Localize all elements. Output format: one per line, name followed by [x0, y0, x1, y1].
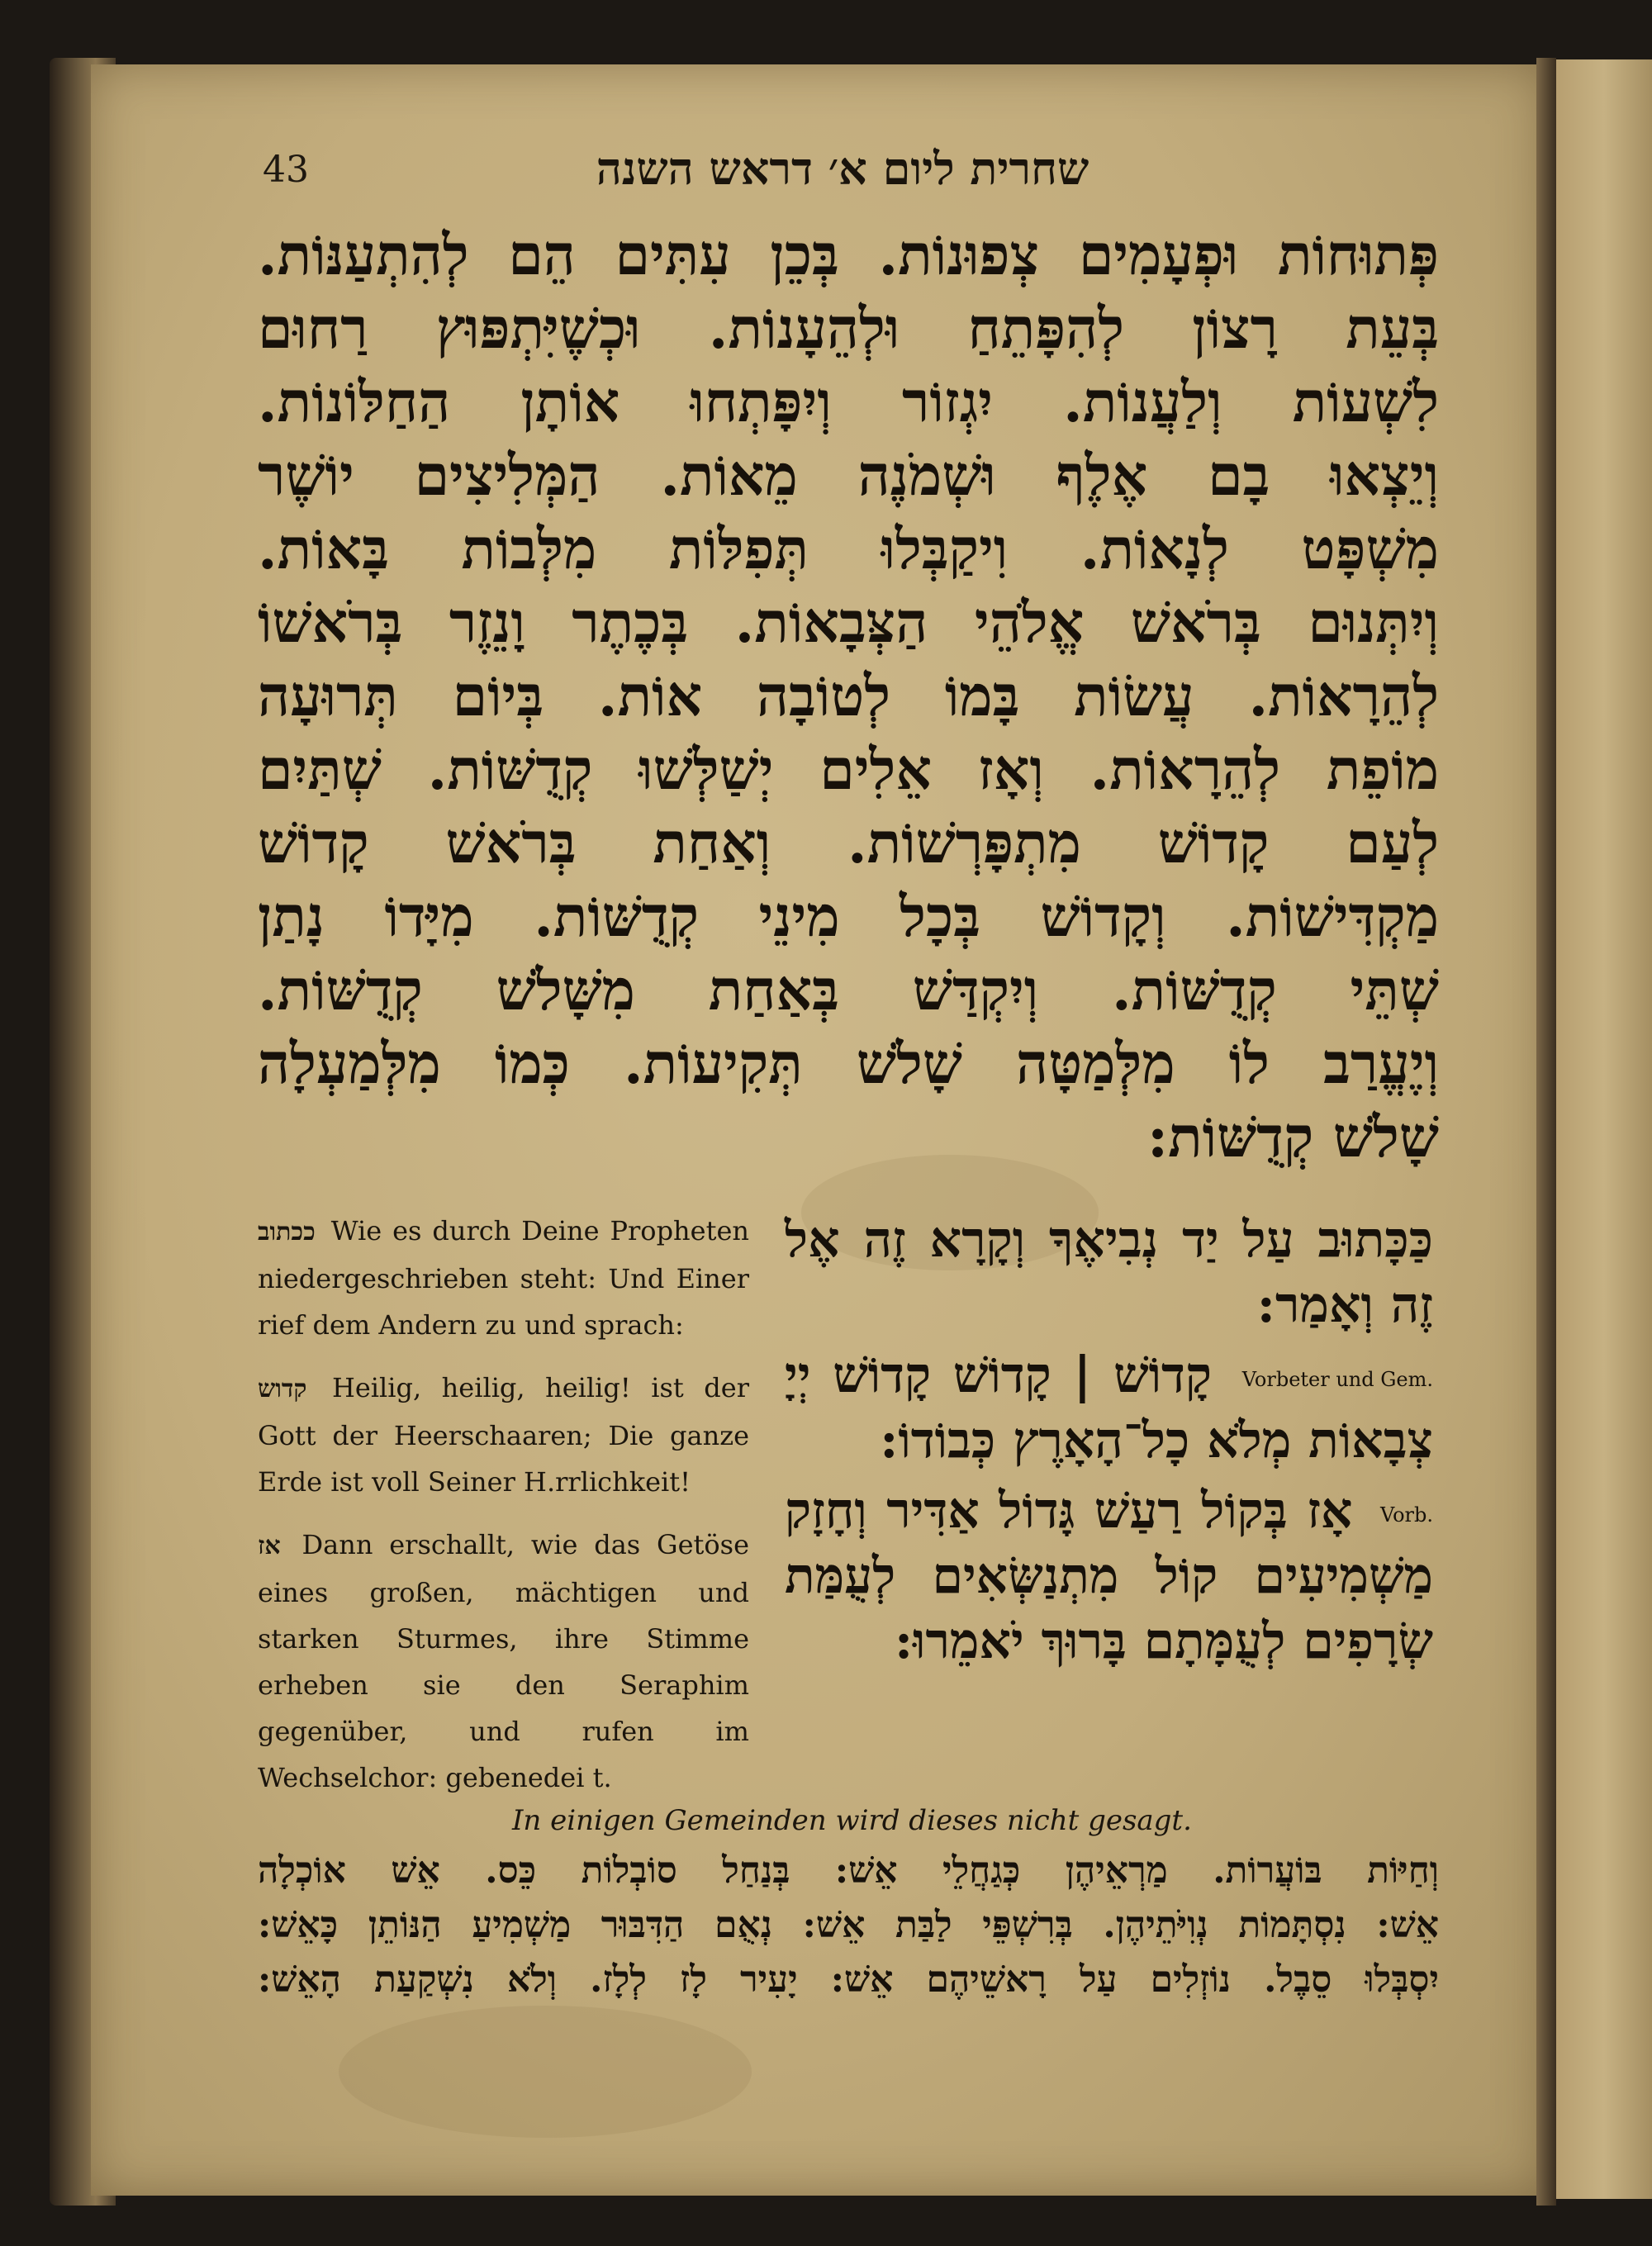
text-line: וְיֶעֱרַב לוֹ מִלְּמַטָּה שָׁלֹשׁ תְּקִיעוֹת. כְּמוֹ מִלְּמַעְלָה	[258, 1031, 1439, 1097]
hebrew-cue-word: אז	[258, 1531, 281, 1560]
optional-piyyut-text	[258, 1844, 1439, 2007]
main-hebrew-text	[258, 219, 1439, 1175]
text-line: לִשְׁעוֹת וְלַעֲנוֹת. יִגְזוֹר וְיִפָּתְחוּ אוֹתָן הַחַלּוֹנוֹת.	[258, 369, 1439, 435]
speaker-label: Vorbeter und Gem.	[1241, 1367, 1434, 1391]
book-gutter	[1536, 58, 1556, 2206]
translation-text: Wie es durch Deine Propheten niedergeschrieben steht: Und Einer rief dem Andern zu und sprach:	[258, 1215, 750, 1341]
hebrew-paragraph	[785, 1343, 1433, 1474]
text-line: לְעַם קָדוֹשׁ מִתְפָּרְשׁוֹת. וְאַחַת בְּרֹאשׁ קָדוֹשׁ	[258, 810, 1439, 876]
text-line: יִסְבְּלוּ סֵבֶל. נוֹזְלִים עַל רָאשֵׁיהֶם אֵשׁ: יָעִיר לָז לְלָז. וְלֹא נִשְׁקַעַת הָאֵשׁ:	[258, 1959, 1439, 2001]
text-line: שְׁתֵּי קְדֻשּׁוֹת. וְיִקְדַּשׁ בְּאַחַת מִשָּׁלֹשׁ קְדֻשּׁוֹת.	[258, 957, 1439, 1023]
german-translation-column	[258, 1208, 749, 1817]
text-line: אֵשׁ: נִסְתָּמוֹת נְוִיֹּתֵיהֶן. בְּרִשְׁפֵּי לַבַּת אֵשׁ: נְאֻם הַדִּבּוּר מַשְׁמִיעַ הַנּוֹתֵן כָּאֵשׁ:	[258, 1904, 1439, 1946]
hebrew-cue-word: קדוש	[258, 1375, 307, 1403]
text-line: מוֹפֵת לְהֵרָאוֹת. וְאָז אֵלִים יְשַׁלְּשׁוּ קְדֻשּׁוֹת. שְׁתַּיִם	[258, 737, 1439, 803]
hebrew-paragraph-text: קָדוֹשׁ | קָדוֹשׁ קָדוֹשׁ יְיָ צְבָאוֹת מְלֹא כָל־הָאָרֶץ כְּבוֹדוֹ:	[785, 1346, 1433, 1470]
hebrew-paragraph-text: כַּכָּתוּב עַל יַד נְבִיאֶךָ וְקָרָא זֶה אֶל זֶה וְאָמַר:	[785, 1211, 1433, 1334]
custom-note: In einigen Gemeinden wird dieses nicht gesagt.	[512, 1804, 1192, 1837]
text-line: וְחַיּוֹת בּוֹעֲרוֹת. מַרְאֵיהֶן כְּגַחֲלֵי אֵשׁ: בְּנַחַל סוֹבְלוֹת כֵּס. אֵשׁ אוֹכְלָה	[258, 1850, 1439, 1892]
translation-paragraph	[258, 1522, 749, 1801]
hebrew-paragraph	[785, 1208, 1433, 1338]
text-line: וְיֵצְאוּ בָם אֶלֶף וּשְׁמֹנֶה מֵאוֹת. הַמְּלִיצִים יוֹשֶׁר	[258, 443, 1439, 509]
hebrew-cue-word: ככתוב	[258, 1218, 316, 1246]
text-line: שָׁלֹשׁ קְדֻשּׁוֹת:	[1147, 1104, 1439, 1170]
facing-page-edge	[1556, 59, 1652, 2199]
translation-text: Dann erschallt, wie das Getöse eines großen, mächtigen und starken Sturmes, ihre Stimme erheben sie den Seraphim gegenüber, und rufen im Wechselchor: gebenedei t.	[258, 1529, 750, 1793]
text-line: לְהֵרָאוֹת. עֲשׂוֹת בָּמוֹ לְטוֹבָה אוֹת. בְּיוֹם תְּרוּעָה	[258, 663, 1439, 729]
translation-text: Heilig, heilig, heilig! ist der Gott der Heerschaaren; Die ganze Erde ist voll Seiner H.rrlichkeit!	[258, 1372, 749, 1498]
hebrew-paragraph-text: אָז בְּקוֹל רַעַשׁ גָּדוֹל אַדִּיר וְחָזָק מַשְׁמִיעִים קוֹל מִתְנַשְּׂאִים לְעֻמַּת שְׂרָפִים לְעֻמָּתָם בָּרוּךְ יֹאמֵרוּ:	[785, 1482, 1433, 1670]
page-number: 43	[263, 149, 309, 191]
running-head: שחרית ליום א׳ דראש השנה	[596, 142, 1089, 195]
paper-stain	[339, 2006, 752, 2138]
hebrew-kedusha-column	[785, 1208, 1433, 1679]
hebrew-paragraph	[785, 1479, 1433, 1674]
text-line: מַקְדִּישׁוֹת. וְקָדוֹשׁ בְּכָל מִינֵי קְדֻשּׁוֹת. מִיָּדוֹ נָתַן	[258, 884, 1439, 950]
translation-paragraph	[258, 1365, 749, 1505]
text-line: פְּתוּחוֹת וּפְעָמִים צְפוּנוֹת. בְּכֵן עִתִּים הֵם לְהִתְעַנּוֹת.	[258, 222, 1439, 288]
text-line: בְּעֵת רָצוֹן לְהִפָּתֵחַ וּלְהֵעָנוֹת. וּכְשֶׁיִּתְפּוּץ רַחוּם	[258, 296, 1439, 362]
text-line: וְיִתְּנוּם בְּרֹאשׁ אֱלֹהֵי הַצְּבָאוֹת. בְּכֶתֶר וָנֵזֶר בְּרֹאשׁוֹ	[258, 590, 1439, 656]
translation-paragraph	[258, 1208, 749, 1348]
speaker-label: Vorb.	[1379, 1503, 1433, 1527]
text-line: מִשְׁפָּט לְנָאוֹת. וִיקַבְּלוּ תְּפִלּוֹת מִלְּבוֹת בָּאוֹת.	[258, 516, 1439, 582]
